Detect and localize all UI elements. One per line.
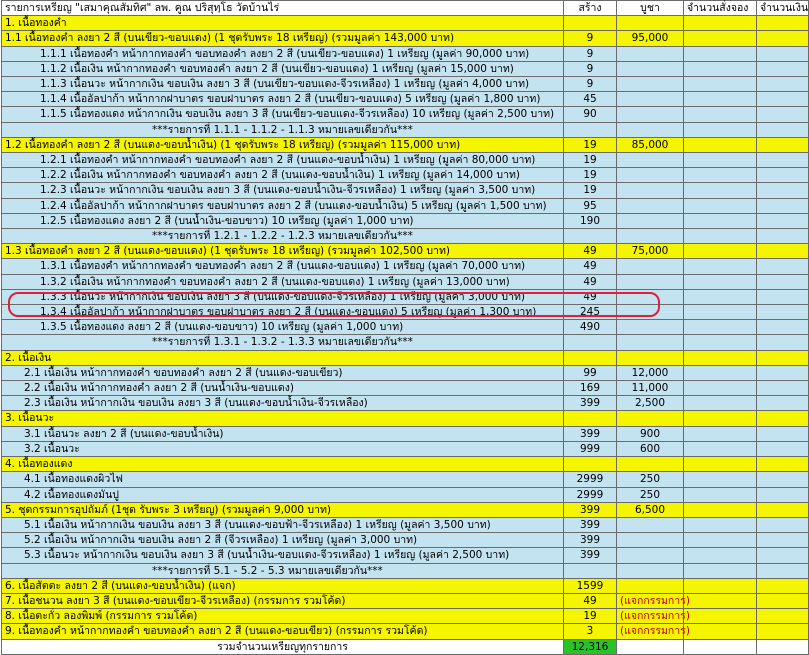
price-cell: [617, 16, 684, 31]
price-cell: [617, 107, 684, 122]
section-row: [2, 350, 809, 365]
created-cell: 399: [564, 426, 617, 441]
created-cell: [564, 229, 617, 244]
order-qty-cell[interactable]: [684, 77, 757, 92]
created-cell: 99: [564, 365, 617, 380]
section-row: [2, 502, 809, 517]
created-cell: 90: [564, 107, 617, 122]
item-cell: 1.1.4 เนื้ออัลปาก้า หน้ากากฝาบาตร ขอบฝาบาตร ลงยา 2 สี (บนเขียว-ขอบแดง) 5 เหรียญ (มูลค่า 1,800 บาท): [2, 92, 564, 107]
table-row: [2, 198, 809, 213]
price-cell: 12,000: [617, 365, 684, 380]
created-cell: 999: [564, 441, 617, 456]
order-qty-cell[interactable]: [684, 472, 757, 487]
table-row: [2, 441, 809, 456]
item-cell: 1.2.1 เนื้อทองคำ หน้ากากทองคำ ขอบทองคำ ลงยา 2 สี (บนแดง-ขอบน้ำเงิน) 1 เหรียญ (มูลค่า 80,000 บาท): [2, 153, 564, 168]
price-cell: 85,000: [617, 137, 684, 152]
amount-cell[interactable]: [757, 335, 809, 350]
amount-cell[interactable]: [757, 198, 809, 213]
price-cell: [617, 548, 684, 563]
order-qty-cell[interactable]: [684, 533, 757, 548]
created-cell: 399: [564, 548, 617, 563]
order-qty-cell[interactable]: [684, 61, 757, 76]
amount-cell[interactable]: [757, 578, 809, 593]
item-cell: 1.1.5 เนื้อทองแดง หน้ากากเงิน ขอบเงิน ลงยา 3 สี (บนเขียว-ขอบแดง-จีวรเหลือง) 10 เหรียญ (มูลค่า 2,500 บาท): [2, 107, 564, 122]
item-cell: 1.1.3 เนื้อนวะ หน้ากากเงิน ขอบเงิน ลงยา 3 สี (บนเขียว-ขอบแดง-จีวรเหลือง) 1 เหรียญ (มูลค่า 4,000 บาท): [2, 77, 564, 92]
table-row: [2, 259, 809, 274]
amount-cell[interactable]: [757, 31, 809, 46]
order-qty-cell[interactable]: [684, 274, 757, 289]
section-row: [2, 578, 809, 593]
item-cell: 4.2 เนื้อทองแดงมันปู: [2, 487, 564, 502]
created-cell: [564, 350, 617, 365]
created-cell: 490: [564, 320, 617, 335]
price-cell: [617, 289, 684, 304]
item-cell: 5.2 เนื้อเงิน หน้ากากเงิน ขอบเงิน ลงยา 2 สี (จีวรเหลือง) 1 เหรียญ (มูลค่า 3,000 บาท): [2, 533, 564, 548]
table-row: [2, 320, 809, 335]
price-cell: (แจกกรรมการ): [617, 624, 684, 639]
amount-cell[interactable]: [757, 517, 809, 532]
item-cell: 5.1 เนื้อเงิน หน้ากากเงิน ขอบเงิน ลงยา 3 สี (บนแดง-ขอบฟ้า-จีวรเหลือง) 1 เหรียญ (มูลค่า 3,500 บาท): [2, 517, 564, 532]
price-cell: [617, 350, 684, 365]
table-row: [2, 396, 809, 411]
created-cell: 169: [564, 381, 617, 396]
amount-cell[interactable]: [757, 213, 809, 228]
price-cell: 95,000: [617, 31, 684, 46]
item-cell: 1.1.2 เนื้อเงิน หน้ากากทองคำ ขอบทองคำ ลงยา 2 สี (บนเขียว-ขอบแดง) 1 เหรียญ (มูลค่า 15,000 บาท): [2, 61, 564, 76]
amount-cell[interactable]: [757, 441, 809, 456]
price-cell: [617, 77, 684, 92]
table-body: [2, 16, 809, 639]
order-qty-cell[interactable]: [684, 46, 757, 61]
price-cell: [617, 274, 684, 289]
order-qty-cell[interactable]: [684, 153, 757, 168]
order-qty-cell[interactable]: [684, 335, 757, 350]
item-cell: 3. เนื้อนวะ: [2, 411, 564, 426]
amount-cell[interactable]: [757, 77, 809, 92]
created-cell: 1599: [564, 578, 617, 593]
table-row: [2, 487, 809, 502]
table-row: [2, 46, 809, 61]
table-row: [2, 122, 809, 137]
price-cell: [617, 305, 684, 320]
item-cell: 1.3.1 เนื้อทองคำ หน้ากากทองคำ ขอบทองคำ ลงยา 2 สี (บนแดง-ขอบแดง) 1 เหรียญ (มูลค่า 70,000 บาท): [2, 259, 564, 274]
amount-cell[interactable]: [757, 487, 809, 502]
order-qty-cell[interactable]: [684, 593, 757, 608]
amount-cell[interactable]: [757, 46, 809, 61]
item-cell: 8. เนื้อตะกั่ว ลองพิมพ์ (กรรมการ รวมโค้ด): [2, 609, 564, 624]
item-cell: 2.1 เนื้อเงิน หน้ากากทองคำ ขอบทองคำ ลงยา 2 สี (บนแดง-ขอบเขียว): [2, 365, 564, 380]
price-cell: [617, 533, 684, 548]
price-cell: (แจกกรรมการ): [617, 593, 684, 608]
item-cell: 6. เนื้อสัตตะ ลงยา 2 สี (บนแดง-ขอบน้ำเงิน) (แจก): [2, 578, 564, 593]
item-cell: 5.3 เนื้อนวะ หน้ากากเงิน ขอบเงิน ลงยา 3 สี (บนน้ำเงิน-ขอบแดง-จีวรเหลือง) 1 เหรียญ (มูลค่า 2,500 บาท): [2, 548, 564, 563]
item-cell: 2. เนื้อเงิน: [2, 350, 564, 365]
price-cell: 2,500: [617, 396, 684, 411]
price-cell: [617, 320, 684, 335]
item-cell: 1.3.2 เนื้อเงิน หน้ากากทองคำ ขอบทองคำ ลงยา 2 สี (บนแดง-ขอบแดง) 1 เหรียญ (มูลค่า 13,000 บาท): [2, 274, 564, 289]
created-cell: [564, 16, 617, 31]
order-qty-cell[interactable]: [684, 259, 757, 274]
price-cell: [617, 153, 684, 168]
header-amount: จำนวนเงิน: [757, 1, 809, 16]
item-cell: 2.2 เนื้อเงิน หน้ากากทองคำ ลงยา 2 สี (บนน้ำเงิน-ขอบแดง): [2, 381, 564, 396]
order-qty-cell[interactable]: [684, 563, 757, 578]
order-qty-cell[interactable]: [684, 198, 757, 213]
item-cell: ***รายการที่ 1.2.1 - 1.2.2 - 1.2.3 หมายเลขเดียวกัน***: [2, 229, 564, 244]
price-cell: 6,500: [617, 502, 684, 517]
amount-cell[interactable]: [757, 624, 809, 639]
item-cell: 1.1.1 เนื้อทองคำ หน้ากากทองคำ ขอบทองคำ ลงยา 2 สี (บนเขียว-ขอบแดง) 1 เหรียญ (มูลค่า 90,000 บาท): [2, 46, 564, 61]
created-cell: 19: [564, 183, 617, 198]
item-cell: ***รายการที่ 5.1 - 5.2 - 5.3 หมายเลขเดียวกัน***: [2, 563, 564, 578]
order-qty-cell[interactable]: [684, 578, 757, 593]
order-qty-cell[interactable]: [684, 168, 757, 183]
price-cell: [617, 229, 684, 244]
item-cell: 2.3 เนื้อเงิน หน้ากากเงิน ขอบเงิน ลงยา 3 สี (บนแดง-ขอบน้ำเงิน-จีวรเหลือง): [2, 396, 564, 411]
item-cell: 1.3.4 เนื้ออัลปาก้า หน้ากากฝาบาตร ขอบฝาบาตร ลงยา 2 สี (บนแดง-ขอบแดง) 5 เหรียญ (มูลค่า 1,300 บาท): [2, 305, 564, 320]
table-row: [2, 77, 809, 92]
amount-cell[interactable]: [757, 411, 809, 426]
price-cell: [617, 563, 684, 578]
created-cell: 45: [564, 92, 617, 107]
price-cell: 75,000: [617, 244, 684, 259]
created-cell: 3: [564, 624, 617, 639]
created-cell: 49: [564, 289, 617, 304]
table-row: [2, 563, 809, 578]
price-cell: [617, 92, 684, 107]
amount-cell[interactable]: [757, 457, 809, 472]
item-cell: 9. เนื้อทองคำ หน้ากากทองคำ ขอบทองคำ ลงยา 2 สี (บนแดง-ขอบเขียว) (กรรมการ รวมโค้ด): [2, 624, 564, 639]
created-cell: 19: [564, 168, 617, 183]
price-cell: [617, 578, 684, 593]
table-row: [2, 533, 809, 548]
section-row: [2, 137, 809, 152]
price-cell: 250: [617, 487, 684, 502]
amount-cell[interactable]: [757, 168, 809, 183]
total-empty-cell: [617, 639, 684, 654]
created-cell: 9: [564, 31, 617, 46]
item-cell: ***รายการที่ 1.3.1 - 1.3.2 - 1.3.3 หมายเลขเดียวกัน***: [2, 335, 564, 350]
order-qty-cell[interactable]: [684, 289, 757, 304]
table-row: [2, 168, 809, 183]
amount-cell[interactable]: [757, 259, 809, 274]
amount-cell[interactable]: [757, 472, 809, 487]
total-empty-cell: [757, 639, 809, 654]
price-cell: 250: [617, 472, 684, 487]
amount-cell[interactable]: [757, 107, 809, 122]
order-qty-cell[interactable]: [684, 213, 757, 228]
item-cell: 3.1 เนื้อนวะ ลงยา 2 สี (บนแดง-ขอบน้ำเงิน): [2, 426, 564, 441]
table-row: [2, 517, 809, 532]
item-cell: 1.2.3 เนื้อนวะ หน้ากากเงิน ขอบเงิน ลงยา 3 สี (บนแดง-ขอบน้ำเงิน-จีวรเหลือง) 1 เหรียญ (มูลค่า 3,500 บาท): [2, 183, 564, 198]
item-cell: 1.3.5 เนื้อทองแดง ลงยา 2 สี (บนแดง-ขอบขาว) 10 เหรียญ (มูลค่า 1,000 บาท): [2, 320, 564, 335]
created-cell: 19: [564, 153, 617, 168]
order-qty-cell[interactable]: [684, 229, 757, 244]
order-qty-cell[interactable]: [684, 107, 757, 122]
order-qty-cell[interactable]: [684, 122, 757, 137]
order-qty-cell[interactable]: [684, 31, 757, 46]
price-cell: [617, 61, 684, 76]
section-row: [2, 609, 809, 624]
table-row: [2, 183, 809, 198]
amount-cell[interactable]: [757, 16, 809, 31]
price-cell: [617, 122, 684, 137]
created-cell: 190: [564, 213, 617, 228]
price-cell: 900: [617, 426, 684, 441]
amount-cell[interactable]: [757, 274, 809, 289]
table-row: [2, 274, 809, 289]
order-qty-cell[interactable]: [684, 350, 757, 365]
created-cell: 399: [564, 533, 617, 548]
price-cell: [617, 457, 684, 472]
created-cell: 399: [564, 396, 617, 411]
table-row: [2, 365, 809, 380]
item-cell: 4. เนื้อทองแดง: [2, 457, 564, 472]
order-qty-cell[interactable]: [684, 441, 757, 456]
price-cell: (แจกกรรมการ): [617, 609, 684, 624]
order-qty-cell[interactable]: [684, 16, 757, 31]
header-order-qty: จำนวนสั่งจอง: [684, 1, 757, 16]
created-cell: 49: [564, 593, 617, 608]
header-item: รายการเหรียญ "เสมาคุณสัมทิศ" ลพ. คูณ ปริสุทฺโธ วัดบ้านไร่: [2, 1, 564, 16]
table-row: [2, 229, 809, 244]
section-row: [2, 411, 809, 426]
order-qty-cell[interactable]: [684, 396, 757, 411]
order-qty-cell[interactable]: [684, 183, 757, 198]
amount-cell[interactable]: [757, 183, 809, 198]
item-cell: 1. เนื้อทองคำ: [2, 16, 564, 31]
created-cell: 95: [564, 198, 617, 213]
order-qty-cell[interactable]: [684, 411, 757, 426]
amount-cell[interactable]: [757, 122, 809, 137]
item-cell: 1.2 เนื้อทองคำ ลงยา 2 สี (บนแดง-ขอบน้ำเงิน) (1 ชุดรับพระ 18 เหรียญ) (รวมมูลค่า 115,000 บาท): [2, 137, 564, 152]
header-price: บูชา: [617, 1, 684, 16]
amount-cell[interactable]: [757, 320, 809, 335]
item-cell: 3.2 เนื้อนวะ: [2, 441, 564, 456]
table-row: [2, 335, 809, 350]
item-cell: 7. เนื้อชนวน ลงยา 3 สี (บนแดง-ขอบเขียว-จีวรเหลือง) (กรรมการ รวมโค้ด): [2, 593, 564, 608]
amount-cell[interactable]: [757, 153, 809, 168]
table-row: [2, 426, 809, 441]
created-cell: 399: [564, 502, 617, 517]
created-cell: 19: [564, 609, 617, 624]
order-qty-cell[interactable]: [684, 502, 757, 517]
amount-cell[interactable]: [757, 502, 809, 517]
created-cell: 9: [564, 61, 617, 76]
table-row: [2, 213, 809, 228]
price-cell: [617, 335, 684, 350]
table-row: [2, 153, 809, 168]
section-row: [2, 31, 809, 46]
table-row: [2, 305, 809, 320]
amount-cell[interactable]: [757, 396, 809, 411]
created-cell: [564, 563, 617, 578]
price-cell: 11,000: [617, 381, 684, 396]
medal-list-table: [1, 0, 809, 655]
item-cell: 1.3 เนื้อทองคำ ลงยา 2 สี (บนแดง-ขอบแดง) (1 ชุดรับพระ 18 เหรียญ) (รวมมูลค่า 102,500 บาท): [2, 244, 564, 259]
amount-cell[interactable]: [757, 593, 809, 608]
order-qty-cell[interactable]: [684, 381, 757, 396]
table-row: [2, 107, 809, 122]
order-qty-cell[interactable]: [684, 609, 757, 624]
section-row: [2, 593, 809, 608]
section-row: [2, 244, 809, 259]
table-row: [2, 381, 809, 396]
created-cell: 245: [564, 305, 617, 320]
price-cell: [617, 213, 684, 228]
amount-cell[interactable]: [757, 548, 809, 563]
amount-cell[interactable]: [757, 426, 809, 441]
amount-cell[interactable]: [757, 381, 809, 396]
created-cell: [564, 335, 617, 350]
created-cell: 2999: [564, 472, 617, 487]
order-qty-cell[interactable]: [684, 305, 757, 320]
amount-cell[interactable]: [757, 563, 809, 578]
total-empty-cell: [684, 639, 757, 654]
price-cell: [617, 411, 684, 426]
created-cell: 9: [564, 46, 617, 61]
item-cell: ***รายการที่ 1.1.1 - 1.1.2 - 1.1.3 หมายเลขเดียวกัน***: [2, 122, 564, 137]
amount-cell[interactable]: [757, 137, 809, 152]
total-label: รวมจำนวนเหรียญทุกรายการ: [2, 639, 564, 654]
price-cell: [617, 183, 684, 198]
order-qty-cell[interactable]: [684, 92, 757, 107]
order-qty-cell[interactable]: [684, 365, 757, 380]
amount-cell[interactable]: [757, 365, 809, 380]
created-cell: 49: [564, 274, 617, 289]
total-value: 12,316: [564, 639, 617, 654]
section-row: [2, 16, 809, 31]
created-cell: [564, 457, 617, 472]
table-row: [2, 61, 809, 76]
section-row: [2, 457, 809, 472]
item-cell: 1.2.5 เนื้อทองแดง ลงยา 2 สี (บนน้ำเงิน-ขอบขาว) 10 เหรียญ (มูลค่า 1,000 บาท): [2, 213, 564, 228]
created-cell: 2999: [564, 487, 617, 502]
table-row: [2, 472, 809, 487]
order-qty-cell[interactable]: [684, 457, 757, 472]
amount-cell[interactable]: [757, 350, 809, 365]
created-cell: 399: [564, 517, 617, 532]
order-qty-cell[interactable]: [684, 624, 757, 639]
order-qty-cell[interactable]: [684, 137, 757, 152]
item-cell: 4.1 เนื้อทองแดงผิวไฟ: [2, 472, 564, 487]
order-qty-cell[interactable]: [684, 487, 757, 502]
amount-cell[interactable]: [757, 61, 809, 76]
price-cell: [617, 168, 684, 183]
created-cell: 9: [564, 77, 617, 92]
price-cell: [617, 517, 684, 532]
price-cell: 600: [617, 441, 684, 456]
amount-cell[interactable]: [757, 92, 809, 107]
item-cell: 5. ชุดกรรมการอุปถัมภ์ (1ชุด รับพระ 3 เหรียญ) (รวมมูลค่า 9,000 บาท): [2, 502, 564, 517]
item-cell: 1.2.2 เนื้อเงิน หน้ากากทองคำ ขอบทองคำ ลงยา 2 สี (บนแดง-ขอบน้ำเงิน) 1 เหรียญ (มูลค่า 14,000 บาท): [2, 168, 564, 183]
amount-cell[interactable]: [757, 244, 809, 259]
created-cell: 19: [564, 137, 617, 152]
table-row: [2, 289, 809, 304]
amount-cell[interactable]: [757, 533, 809, 548]
amount-cell[interactable]: [757, 289, 809, 304]
order-qty-cell[interactable]: [684, 244, 757, 259]
header-created: สร้าง: [564, 1, 617, 16]
amount-cell[interactable]: [757, 305, 809, 320]
order-qty-cell[interactable]: [684, 517, 757, 532]
amount-cell[interactable]: [757, 229, 809, 244]
table-row: [2, 548, 809, 563]
created-cell: [564, 411, 617, 426]
created-cell: 49: [564, 259, 617, 274]
price-cell: [617, 259, 684, 274]
item-cell: 1.1 เนื้อทองคำ ลงยา 2 สี (บนเขียว-ขอบแดง) (1 ชุดรับพระ 18 เหรียญ) (รวมมูลค่า 143,000 บาท): [2, 31, 564, 46]
section-row: [2, 624, 809, 639]
order-qty-cell[interactable]: [684, 548, 757, 563]
price-cell: [617, 46, 684, 61]
price-cell: [617, 198, 684, 213]
total-row: [2, 639, 809, 654]
item-cell: 1.2.4 เนื้ออัลปาก้า หน้ากากฝาบาตร ขอบฝาบาตร ลงยา 2 สี (บนแดง-ขอบน้ำเงิน) 5 เหรียญ (มูลค่า 1,500 บาท): [2, 198, 564, 213]
item-cell: 1.3.3 เนื้อนวะ หน้ากากเงิน ขอบเงิน ลงยา 3 สี (บนแดง-ขอบแดง-จีวรเหลือง) 1 เหรียญ (มูลค่า 3,000 บาท): [2, 289, 564, 304]
created-cell: [564, 122, 617, 137]
order-qty-cell[interactable]: [684, 320, 757, 335]
header-row: [2, 1, 809, 16]
amount-cell[interactable]: [757, 609, 809, 624]
created-cell: 49: [564, 244, 617, 259]
table-row: [2, 92, 809, 107]
order-qty-cell[interactable]: [684, 426, 757, 441]
